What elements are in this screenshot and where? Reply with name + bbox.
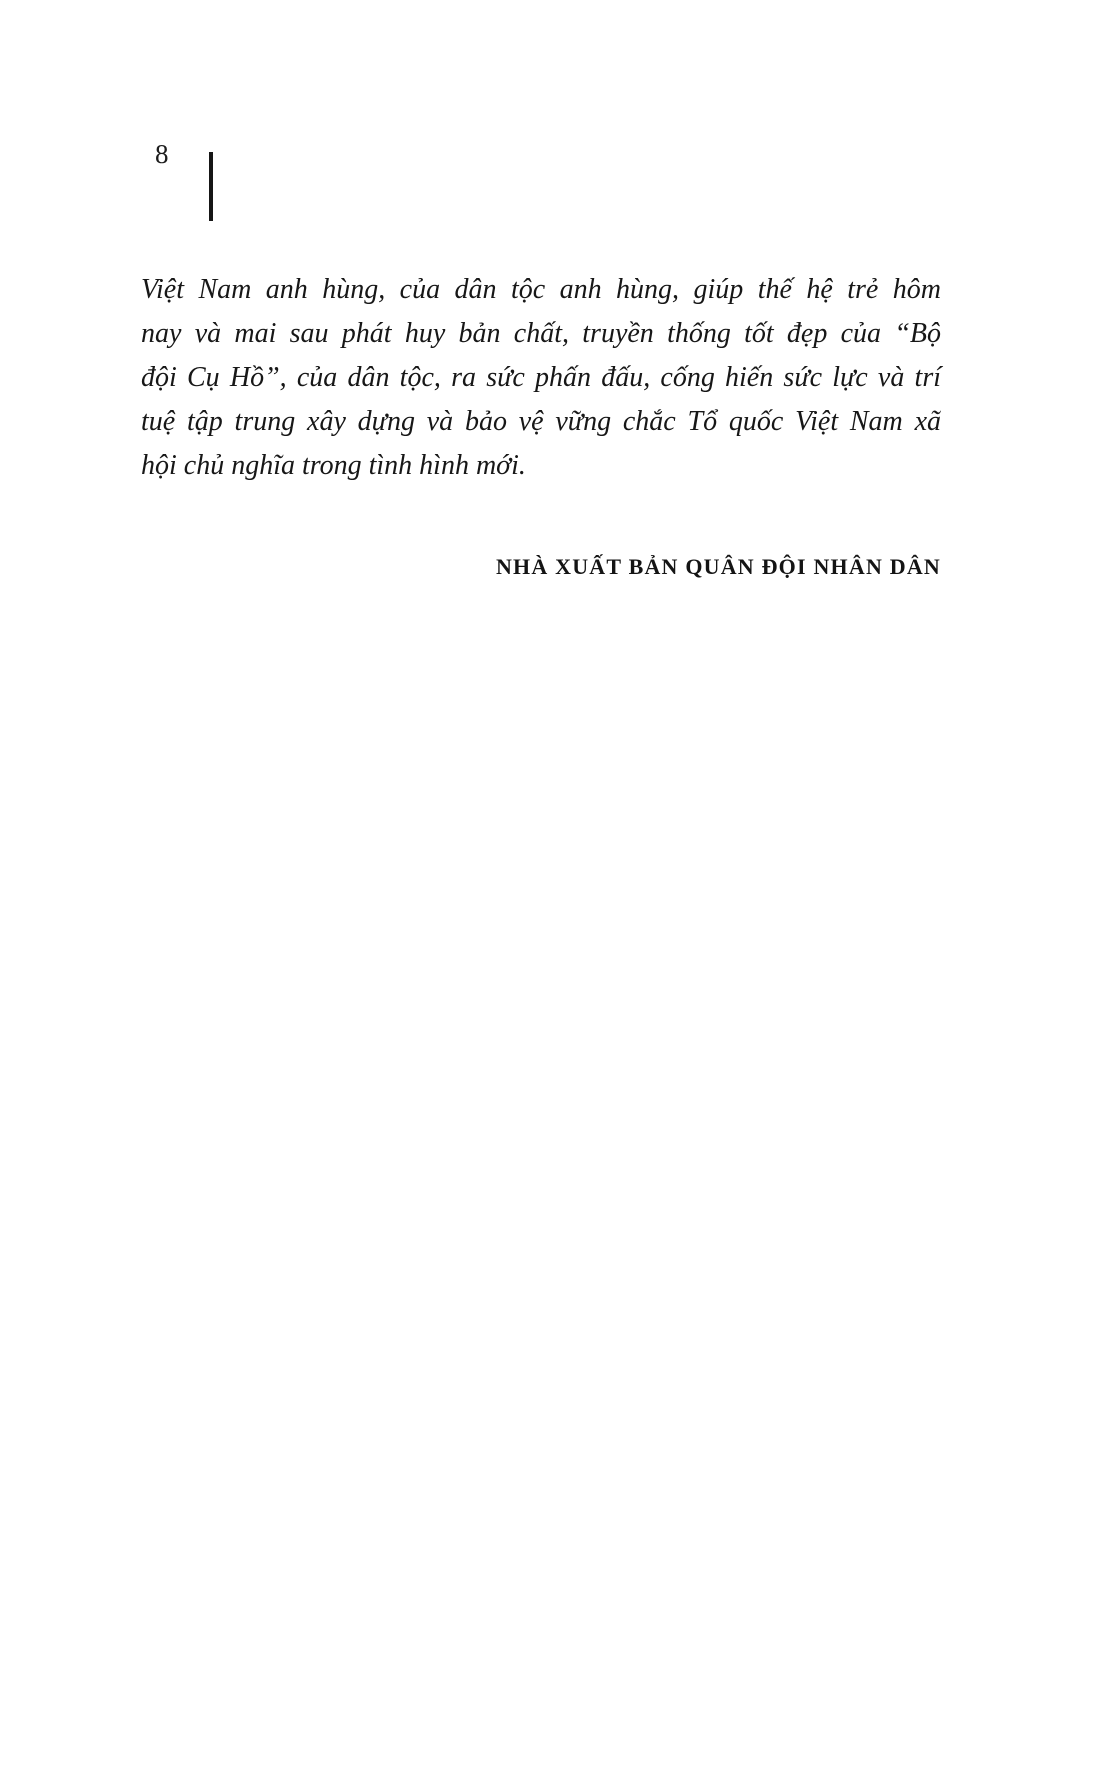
- paragraph-line: nay và mai sau phát huy bản chất, truyền thống tốt đẹp của “Bộ: [141, 318, 941, 349]
- page-number: 8: [155, 139, 169, 169]
- body-paragraph: [141, 268, 941, 488]
- paragraph-line: đội Cụ Hồ”, của dân tộc, ra sức phấn đấu, cống hiến sức lực và trí: [141, 362, 941, 393]
- paragraph-line: tuệ tập trung xây dựng và bảo vệ vững chắc Tổ quốc Việt Nam xã: [141, 406, 941, 437]
- paragraph-line: hội chủ nghĩa trong tình hình mới.: [141, 450, 526, 481]
- publisher-signature: NHÀ XUẤT BẢN QUÂN ĐỘI NHÂN DÂN: [495, 554, 941, 579]
- header-vertical-rule: [209, 152, 213, 221]
- paragraph-line: Việt Nam anh hùng, của dân tộc anh hùng, giúp thế hệ trẻ hôm: [141, 274, 941, 305]
